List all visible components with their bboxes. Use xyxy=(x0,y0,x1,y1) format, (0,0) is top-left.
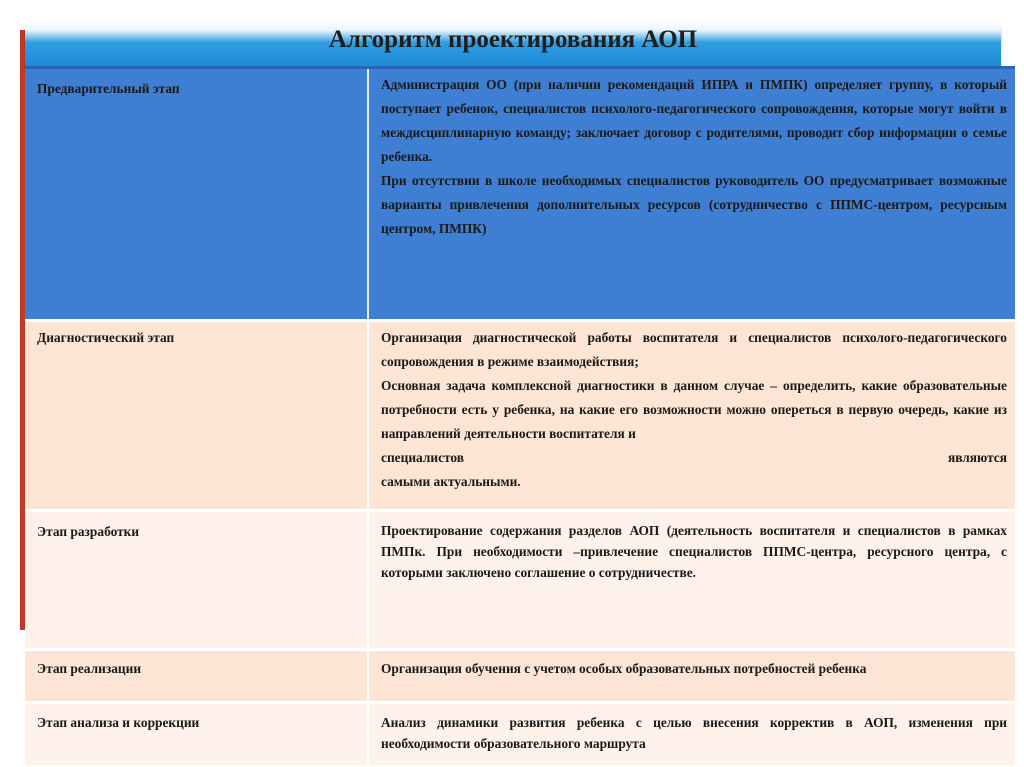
table-row xyxy=(25,650,1015,703)
description-paragraph: Администрация ОО (при наличии рекомендаций ИПРА и ПМПК) определяет группу, в который поступает ребенок, специалистов психолого-педагогического сопровождения, которые могут войти в междисциплинарную команду; заключает договор с родителями, проводит сбор информации о семье ребенка. xyxy=(381,77,1007,164)
description-tail: самыми актуальными. xyxy=(381,474,521,489)
stage-implementation: Этап реализации xyxy=(25,650,368,703)
stage-preliminary-description xyxy=(368,68,1015,321)
table-row xyxy=(25,703,1015,766)
aop-algorithm-table xyxy=(25,66,1015,765)
description-paragraph: Организация обучения с учетом особых образовательных потребностей ребенка xyxy=(381,661,867,676)
description-paragraph: Проектирование содержания разделов АОП (деятельность воспитателя и специалистов в рамках ПМПк. При необходимости –привлечение специалистов ППМС-центра, ресурсного центра, с которыми заключено соглашение о сотрудничестве. xyxy=(381,523,1007,580)
stage-analysis-description xyxy=(368,703,1015,766)
description-split-line xyxy=(381,446,1007,470)
table-row xyxy=(25,321,1015,511)
description-paragraph: Основная задача комплексной диагностики в данном случае – определить, какие образовательные потребности есть у ребенка, на какие его возможности можно опереться в первую очередь, какие из направлений деятельности воспитателя и xyxy=(381,378,1007,441)
stage-diagnostic-description xyxy=(368,321,1015,511)
description-paragraph: Анализ динамики развития ребенка с целью внесения корректив в АОП, изменения при необходимости образовательного маршрута xyxy=(381,715,1007,751)
table-row xyxy=(25,511,1015,650)
stage-implementation-description xyxy=(368,650,1015,703)
split-right-text: являются xyxy=(947,450,1007,465)
stage-preliminary: Предварительный этап xyxy=(25,68,368,321)
description-paragraph: При отсутствии в школе необходимых специалистов руководитель ОО предусматривает возможные варианты привлечения дополнительных ресурсов (сотрудничество с ППМС-центром, ресурсным центром, ПМПК) xyxy=(381,173,1007,236)
table-row xyxy=(25,68,1015,321)
stage-development-description xyxy=(368,511,1015,650)
split-left-text: специалистов xyxy=(381,450,465,465)
stage-analysis: Этап анализа и коррекции xyxy=(25,703,368,766)
stage-diagnostic: Диагностический этап xyxy=(25,321,368,511)
description-paragraph: Организация диагностической работы воспитателя и специалистов психолого-педагогического сопровождения в режиме взаимодействия; xyxy=(381,330,1007,369)
stage-development: Этап разработки xyxy=(25,511,368,650)
slide-title: Алгоритм проектирования АОП xyxy=(328,26,698,53)
